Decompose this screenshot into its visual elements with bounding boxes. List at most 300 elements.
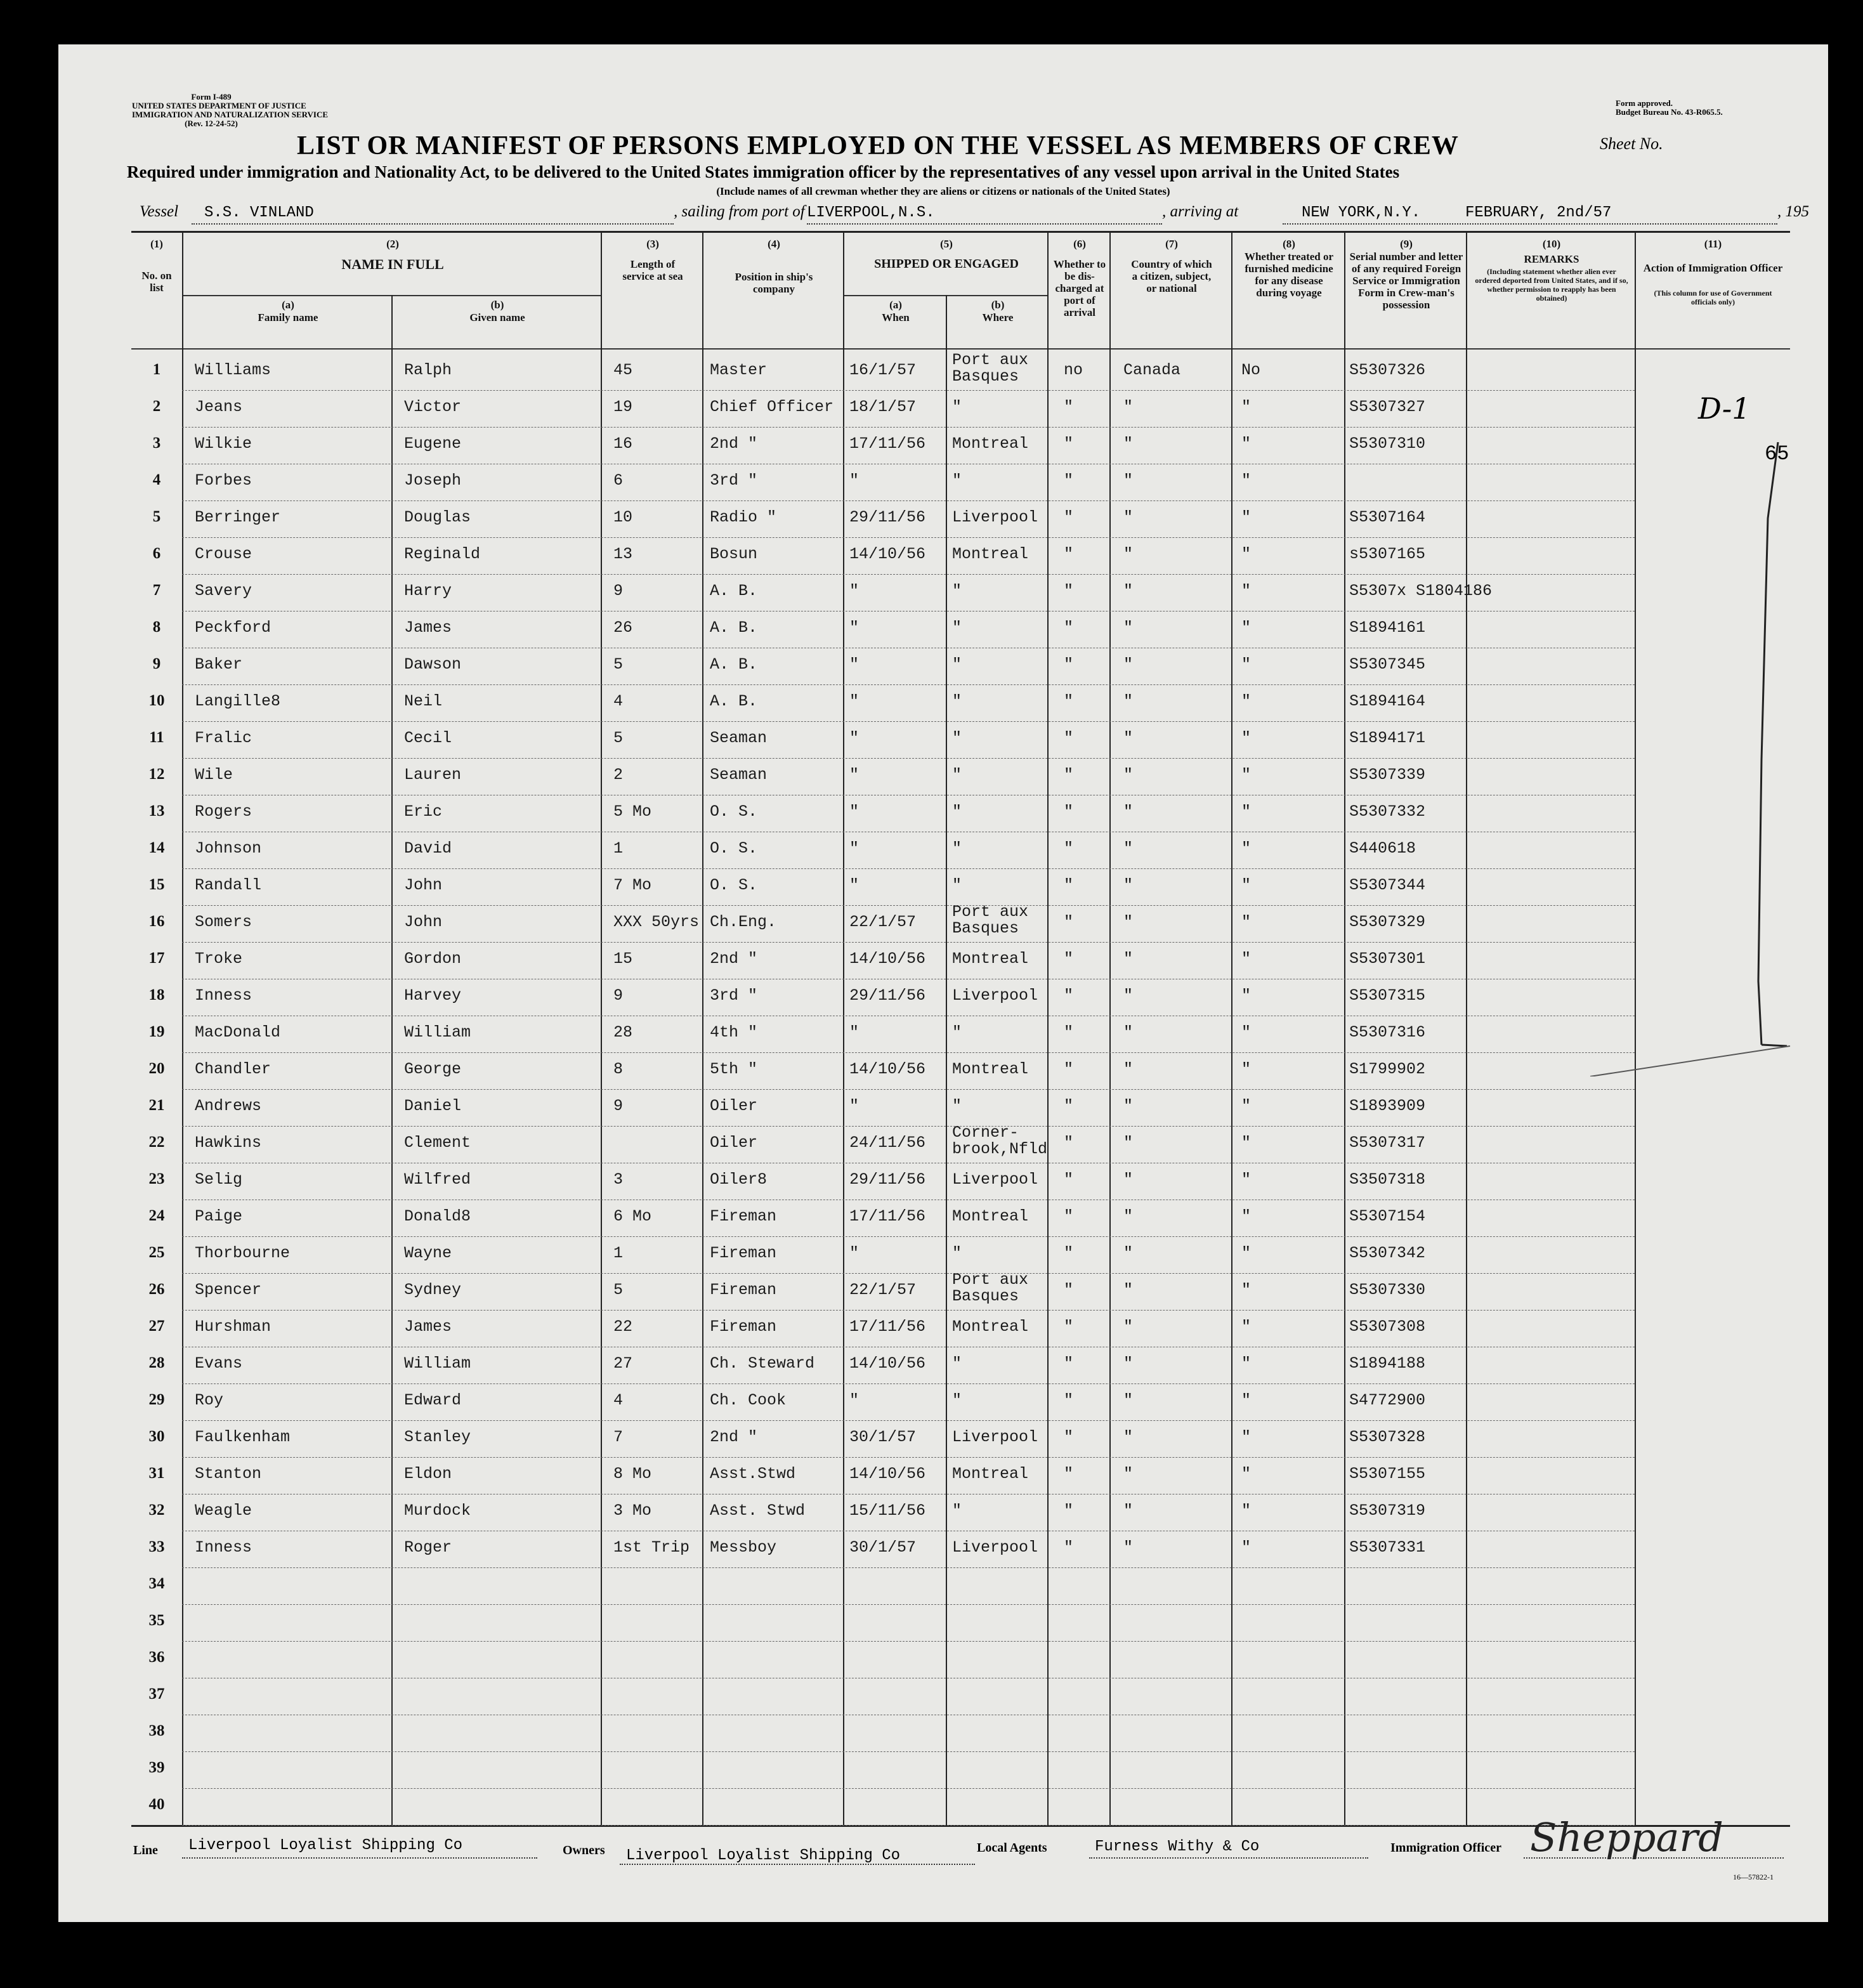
cell-serial: S5307317: [1349, 1134, 1426, 1152]
cell-country: ": [1123, 729, 1134, 747]
cell-fam: Inness: [195, 986, 252, 1005]
cell-fam: Andrews: [195, 1097, 262, 1115]
officer-count: 65: [1765, 442, 1789, 466]
cell-fam: Crouse: [195, 545, 252, 563]
row-rule: [182, 537, 1635, 538]
cell-med: ": [1241, 729, 1252, 747]
cell-len: 5: [613, 729, 624, 747]
cell-when: 17/11/56: [849, 1318, 926, 1336]
cell-med: ": [1241, 398, 1252, 416]
cell-len: 3 Mo: [613, 1501, 652, 1520]
cell-med: ": [1241, 876, 1252, 894]
cell-giv: Sydney: [404, 1281, 462, 1299]
row-number: 11: [149, 729, 164, 746]
service-name: IMMIGRATION AND NATURALIZATION SERVICE: [132, 110, 329, 119]
cell-when: ": [849, 618, 860, 637]
cell-serial: S1893909: [1349, 1097, 1426, 1115]
cell-giv: James: [404, 1318, 452, 1336]
cell-len: 26: [613, 618, 633, 637]
cell-len: 16: [613, 435, 633, 453]
cell-when: 30/1/57: [849, 1428, 917, 1446]
col-rule-10: [1344, 233, 1345, 1825]
cell-when: 18/1/57: [849, 398, 917, 416]
cell-len: 6 Mo: [613, 1207, 652, 1226]
name-subheader-rule: [183, 295, 602, 296]
cell-giv: Reginald: [404, 545, 481, 563]
row-number: 39: [148, 1759, 165, 1776]
cell-serial: S5307308: [1349, 1318, 1426, 1336]
cell-med: ": [1241, 913, 1252, 931]
col6-number: (6): [1073, 238, 1086, 250]
cell-where: ": [952, 1501, 962, 1520]
officer-underline: [1524, 1857, 1784, 1859]
cell-giv: Roger: [404, 1538, 452, 1557]
row-rule: [182, 1567, 1635, 1568]
cell-fam: Berringer: [195, 508, 281, 526]
cell-country: ": [1123, 1465, 1134, 1483]
col6-header: Whether to be dis-charged at port of arrival: [1053, 258, 1106, 318]
cell-dis: ": [1064, 398, 1074, 416]
cell-dis: ": [1064, 1060, 1074, 1078]
cell-pos: Messboy: [710, 1538, 777, 1557]
cell-giv: John: [404, 876, 443, 894]
cell-len: 9: [613, 986, 624, 1005]
cell-pos: Chief Officer: [710, 398, 834, 416]
cell-country: ": [1123, 913, 1134, 931]
cell-giv: William: [404, 1354, 471, 1373]
cell-med: ": [1241, 1023, 1252, 1042]
cell-country: ": [1123, 1134, 1134, 1152]
cell-country: ": [1123, 655, 1134, 674]
cell-when: 17/11/56: [849, 435, 926, 453]
cell-pos: Ch. Cook: [710, 1391, 787, 1409]
cell-fam: Evans: [195, 1354, 243, 1373]
cell-serial: S5307326: [1349, 361, 1426, 379]
arrival-date: FEBRUARY, 2nd/57: [1465, 204, 1612, 221]
cell-fam: Langille8: [195, 692, 281, 710]
cell-serial: s5307165: [1349, 545, 1426, 563]
row-number: 19: [148, 1023, 165, 1040]
cell-giv: Donald8: [404, 1207, 471, 1226]
row-rule: [182, 1751, 1635, 1752]
cell-dis: ": [1064, 618, 1074, 637]
manifest-page: [58, 44, 1828, 1922]
cell-med: ": [1241, 618, 1252, 637]
agents-underline: [1089, 1857, 1368, 1859]
cell-fam: Johnson: [195, 839, 262, 858]
cell-len: 7 Mo: [613, 876, 652, 894]
row-number: 24: [148, 1207, 165, 1224]
cell-giv: Lauren: [404, 766, 462, 784]
cell-len: 22: [613, 1318, 633, 1336]
cell-country: ": [1123, 986, 1134, 1005]
row-number: 35: [148, 1612, 165, 1629]
cell-where: ": [952, 398, 962, 416]
cell-when: 15/11/56: [849, 1501, 926, 1520]
cell-country: ": [1123, 1354, 1134, 1373]
cell-med: ": [1241, 1170, 1252, 1189]
cell-med: No: [1241, 361, 1261, 379]
cell-country: ": [1123, 766, 1134, 784]
col10-note: (Including statement whether alien ever ordered deported from United States, and if so, whether permission to reapply has been obtained): [1475, 267, 1628, 303]
cell-dis: ": [1064, 1318, 1074, 1336]
cell-pos: A. B.: [710, 582, 758, 600]
cell-country: ": [1123, 1538, 1134, 1557]
row-rule: [182, 1310, 1635, 1311]
cell-serial: S5307339: [1349, 766, 1426, 784]
cell-fam: Weagle: [195, 1501, 252, 1520]
cell-med: ": [1241, 1060, 1252, 1078]
col2b-number: (b): [490, 299, 504, 311]
cell-when: 14/10/56: [849, 545, 926, 563]
row-rule: [182, 1420, 1635, 1421]
cell-where: Montreal: [952, 950, 1029, 968]
cell-len: 4: [613, 1391, 624, 1409]
shipping-line: Liverpool Loyalist Shipping Co: [188, 1837, 463, 1854]
col11-number: (11): [1704, 238, 1722, 250]
cell-fam: Thorbourne: [195, 1244, 291, 1262]
cell-country: ": [1123, 1281, 1134, 1299]
cell-serial: S5307345: [1349, 655, 1426, 674]
cell-giv: Joseph: [404, 471, 462, 490]
cell-giv: Wayne: [404, 1244, 452, 1262]
cell-pos: Fireman: [710, 1318, 777, 1336]
cell-when: ": [849, 839, 860, 858]
cell-country: ": [1123, 1391, 1134, 1409]
cell-where: Liverpool: [952, 986, 1038, 1005]
cell-serial: S5307316: [1349, 1023, 1426, 1042]
cell-serial: S4772900: [1349, 1391, 1426, 1409]
cell-where: ": [952, 1391, 962, 1409]
cell-fam: Jeans: [195, 398, 243, 416]
cell-med: ": [1241, 839, 1252, 858]
cell-giv: William: [404, 1023, 471, 1042]
cell-country: ": [1123, 471, 1134, 490]
budget-block: [1616, 99, 1723, 117]
cell-serial: S1894171: [1349, 729, 1426, 747]
cell-when: ": [849, 471, 860, 490]
cell-dis: ": [1064, 913, 1074, 931]
cell-giv: Edward: [404, 1391, 462, 1409]
cell-dis: ": [1064, 1023, 1074, 1042]
row-number: 31: [148, 1465, 165, 1482]
cell-giv: Dawson: [404, 655, 462, 674]
cell-when: 24/11/56: [849, 1134, 926, 1152]
cell-when: ": [849, 655, 860, 674]
cell-fam: Chandler: [195, 1060, 271, 1078]
cell-where: ": [952, 1097, 962, 1115]
row-number: 22: [148, 1134, 165, 1151]
col10-header: REMARKS: [1524, 253, 1579, 265]
arriving-label: , arriving at: [1162, 203, 1239, 220]
cell-serial: S5307332: [1349, 802, 1426, 821]
row-rule: [182, 500, 1635, 501]
cell-country: ": [1123, 508, 1134, 526]
row-number: 14: [148, 839, 165, 856]
cell-where: ": [952, 876, 962, 894]
cell-when: ": [849, 1391, 860, 1409]
col-rule-5: [843, 233, 844, 1825]
cell-pos: O. S.: [710, 839, 758, 858]
cell-giv: John: [404, 913, 443, 931]
cell-len: 4: [613, 692, 624, 710]
cell-serial: S5307301: [1349, 950, 1426, 968]
row-number: 23: [148, 1170, 165, 1187]
cell-dis: ": [1064, 1207, 1074, 1226]
cell-giv: Victor: [404, 398, 462, 416]
cell-dis: ": [1064, 1134, 1074, 1152]
col2b-header: Given name: [469, 311, 525, 324]
cell-when: ": [849, 582, 860, 600]
cell-where: ": [952, 802, 962, 821]
cell-serial: S5307329: [1349, 913, 1426, 931]
cell-pos: 2nd ": [710, 1428, 758, 1446]
officer-bracket-stroke: [1463, 442, 1793, 1076]
col1-number: (1): [150, 238, 163, 250]
col2-header: NAME IN FULL: [341, 256, 444, 272]
cell-fam: Stanton: [195, 1465, 262, 1483]
cell-country: ": [1123, 1060, 1134, 1078]
row-rule: [182, 1273, 1635, 1274]
row-rule: [182, 1825, 1635, 1826]
crew-table: [131, 231, 1790, 1827]
cell-len: 27: [613, 1354, 633, 1373]
cell-dis: ": [1064, 1281, 1074, 1299]
cell-fam: Baker: [195, 655, 243, 674]
cell-giv: Daniel: [404, 1097, 462, 1115]
owners-label: Owners: [563, 1843, 605, 1857]
cell-fam: Hawkins: [195, 1134, 262, 1152]
cell-med: ": [1241, 471, 1252, 490]
cell-len: 15: [613, 950, 633, 968]
cell-giv: Eugene: [404, 435, 462, 453]
cell-med: ": [1241, 986, 1252, 1005]
cell-where: Liverpool: [952, 1428, 1038, 1446]
cell-len: 8 Mo: [613, 1465, 652, 1483]
cell-med: ": [1241, 802, 1252, 821]
row-number: 25: [148, 1244, 165, 1261]
row-number: 36: [148, 1649, 165, 1666]
cell-med: ": [1241, 1354, 1252, 1373]
cell-country: ": [1123, 1097, 1134, 1115]
col3-header: Length of service at sea: [622, 258, 683, 282]
cell-dis: ": [1064, 729, 1074, 747]
cell-len: 9: [613, 582, 624, 600]
cell-serial: S5307327: [1349, 398, 1426, 416]
cell-fam: Troke: [195, 950, 243, 968]
row-number: 12: [148, 766, 165, 783]
cell-when: 30/1/57: [849, 1538, 917, 1557]
cell-med: ": [1241, 1501, 1252, 1520]
officer-label: Immigration Officer: [1390, 1841, 1501, 1855]
cell-giv: Neil: [404, 692, 443, 710]
row-number: 4: [152, 471, 161, 488]
cell-len: 9: [613, 1097, 624, 1115]
cell-country: ": [1123, 950, 1134, 968]
row-rule: [182, 574, 1635, 575]
cell-where: ": [952, 1244, 962, 1262]
cell-pos: 3rd ": [710, 471, 758, 490]
budget-bureau: Budget Bureau No. 43-R065.5.: [1616, 107, 1723, 117]
cell-country: ": [1123, 1170, 1134, 1189]
col5b-header: Where: [982, 311, 1014, 324]
cell-len: 5: [613, 1281, 624, 1299]
cell-len: 5: [613, 655, 624, 674]
col5a-header: When: [882, 311, 910, 324]
officer-signature: Sheppard: [1530, 1814, 1723, 1860]
cell-serial: S1799902: [1349, 1060, 1426, 1078]
cell-where: Liverpool: [952, 1170, 1038, 1189]
local-agents: Furness Withy & Co: [1095, 1838, 1260, 1855]
cell-when: ": [849, 729, 860, 747]
cell-country: ": [1123, 618, 1134, 637]
department-name: UNITED STATES DEPARTMENT OF JUSTICE: [132, 101, 306, 110]
cell-fam: Forbes: [195, 471, 252, 490]
cell-where: Montreal: [952, 545, 1029, 563]
cell-pos: Fireman: [710, 1244, 777, 1262]
col8-number: (8): [1283, 238, 1295, 250]
cell-fam: Peckford: [195, 618, 271, 637]
col5b-number: (b): [991, 299, 1005, 311]
cell-when: 14/10/56: [849, 1354, 926, 1373]
cell-pos: Asst.Stwd: [710, 1465, 796, 1483]
year-suffix: , 195: [1777, 203, 1809, 220]
cell-where: Port aux Basques: [952, 351, 1029, 386]
row-number: 6: [152, 545, 161, 562]
page-subtitle: Required under immigration and Nationality Act, to be delivered to the United States immigration officer by the representatives of any vessel upon arrival in the United States: [127, 162, 1400, 181]
cell-giv: Eldon: [404, 1465, 452, 1483]
cell-where: Montreal: [952, 1318, 1029, 1336]
cell-where: ": [952, 766, 962, 784]
col9-number: (9): [1400, 238, 1413, 250]
row-rule: [182, 942, 1635, 943]
cell-med: ": [1241, 1428, 1252, 1446]
cell-pos: Oiler8: [710, 1170, 768, 1189]
row-number: 10: [148, 692, 165, 709]
row-number: 15: [148, 876, 165, 893]
cell-len: 1st Trip: [613, 1538, 690, 1557]
cell-serial: S5307344: [1349, 876, 1426, 894]
row-number: 8: [152, 618, 161, 636]
col7-header: Country of which a citizen, subject, or national: [1131, 258, 1212, 294]
cell-dis: ": [1064, 1097, 1074, 1115]
cell-med: ": [1241, 508, 1252, 526]
cell-dis: ": [1064, 802, 1074, 821]
cell-fam: Roy: [195, 1391, 224, 1409]
cell-serial: S5307328: [1349, 1428, 1426, 1446]
cell-pos: A. B.: [710, 692, 758, 710]
cell-dis: ": [1064, 1170, 1074, 1189]
cell-where: ": [952, 1023, 962, 1042]
cell-len: 8: [613, 1060, 624, 1078]
row-rule: [182, 1641, 1635, 1642]
cell-len: XXX 50yrs: [613, 913, 700, 931]
cell-med: ": [1241, 1318, 1252, 1336]
cell-fam: Wilkie: [195, 435, 252, 453]
cell-pos: Fireman: [710, 1207, 777, 1226]
cell-pos: Ch. Steward: [710, 1354, 815, 1373]
cell-serial: S5307319: [1349, 1501, 1426, 1520]
col5-header: SHIPPED OR ENGAGED: [874, 257, 1019, 271]
row-number: 29: [148, 1391, 165, 1408]
col11-note: (This column for use of Government officials only): [1654, 289, 1772, 306]
cell-fam: Rogers: [195, 802, 252, 821]
cell-giv: Ralph: [404, 361, 452, 379]
cell-when: 29/11/56: [849, 1170, 926, 1189]
cell-when: ": [849, 692, 860, 710]
row-rule: [182, 1788, 1635, 1789]
cell-dis: ": [1064, 766, 1074, 784]
cell-pos: Seaman: [710, 766, 768, 784]
cell-where: ": [952, 729, 962, 747]
cell-fam: Selig: [195, 1170, 243, 1189]
cell-giv: Stanley: [404, 1428, 471, 1446]
cell-country: ": [1123, 692, 1134, 710]
cell-serial: S5307164: [1349, 508, 1426, 526]
cell-when: ": [849, 1023, 860, 1042]
cell-where: ": [952, 692, 962, 710]
cell-serial: S1894164: [1349, 692, 1426, 710]
cell-fam: Williams: [195, 361, 271, 379]
cell-pos: Bosun: [710, 545, 758, 563]
cell-dis: ": [1064, 1244, 1074, 1262]
cell-giv: Harvey: [404, 986, 462, 1005]
page-title: LIST OR MANIFEST OF PERSONS EMPLOYED ON THE VESSEL AS MEMBERS OF CREW: [297, 131, 1459, 160]
cell-where: Liverpool: [952, 508, 1038, 526]
cell-dis: ": [1064, 839, 1074, 858]
cell-when: 14/10/56: [849, 950, 926, 968]
cell-fam: MacDonald: [195, 1023, 281, 1042]
row-number: 13: [148, 802, 165, 820]
cell-where: Port aux Basques: [952, 1271, 1029, 1305]
col-rule-2: [391, 295, 393, 1825]
cell-where: ": [952, 655, 962, 674]
row-number: 1: [152, 361, 161, 378]
cell-dis: ": [1064, 435, 1074, 453]
vessel-underline: [192, 223, 674, 225]
row-rule: [182, 427, 1635, 428]
cell-giv: Harry: [404, 582, 452, 600]
cell-len: 6: [613, 471, 624, 490]
cell-pos: 4th ": [710, 1023, 758, 1042]
row-number: 9: [152, 655, 161, 672]
vessel-label: Vessel: [140, 203, 179, 220]
cell-where: ": [952, 471, 962, 490]
row-number: 37: [148, 1685, 165, 1703]
row-rule: [182, 868, 1635, 869]
cell-len: 2: [613, 766, 624, 784]
cell-fam: Savery: [195, 582, 252, 600]
row-rule: [182, 1383, 1635, 1384]
cell-dis: ": [1064, 471, 1074, 490]
cell-len: 13: [613, 545, 633, 563]
cell-pos: Asst. Stwd: [710, 1501, 806, 1520]
cell-dis: ": [1064, 545, 1074, 563]
cell-country: ": [1123, 1501, 1134, 1520]
cell-country: ": [1123, 1428, 1134, 1446]
cell-pos: Oiler: [710, 1097, 758, 1115]
row-number: 2: [152, 398, 161, 415]
cell-pos: Oiler: [710, 1134, 758, 1152]
owners-underline: [620, 1864, 975, 1865]
cell-where: Port aux Basques: [952, 903, 1029, 938]
row-number: 33: [148, 1538, 165, 1555]
cell-country: ": [1123, 1244, 1134, 1262]
row-number: 30: [148, 1428, 165, 1445]
col-rule-8: [1109, 233, 1111, 1825]
cell-pos: Master: [710, 361, 768, 379]
row-number: 27: [148, 1318, 165, 1335]
